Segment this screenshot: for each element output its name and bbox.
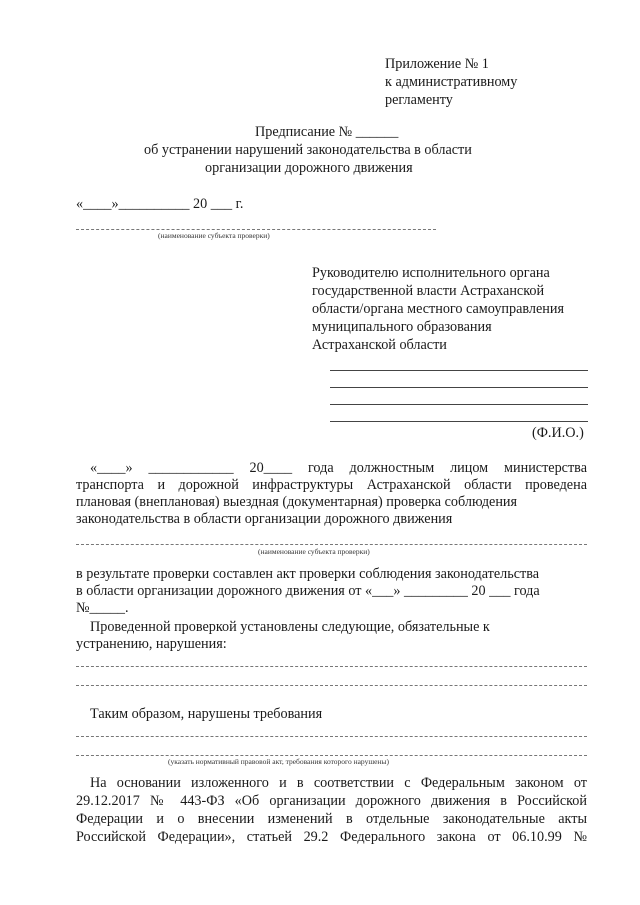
requirements-blank-2: [76, 755, 587, 756]
violations-blank-2: [76, 685, 587, 686]
addressee-line-3: области/органа местного самоуправления: [312, 301, 565, 317]
subject-caption-1: (наименование субъекта проверки): [158, 231, 270, 240]
violations-blank-1: [76, 666, 587, 667]
para5-line-1: На основании изложенного и в соответствии с Федеральным законом от: [90, 775, 587, 791]
para1-line-3: плановая (внеплановая) выездная (документарная) проверка соблюдения: [76, 494, 518, 510]
addressee-blank-4: [330, 421, 588, 422]
addressee-blank-2: [330, 387, 588, 388]
date-line: «____»__________ 20 ___ г.: [76, 196, 244, 212]
para5-line-4: Российской Федерации», статьей 29.2 Федерального закона от 06.10.99 №: [76, 829, 587, 845]
subject-blank-line-2: [76, 544, 587, 545]
para5-line-2: 29.12.2017 № 443-ФЗ «Об организации дорожного движения в Российской: [76, 793, 587, 809]
requirements-blank-1: [76, 736, 587, 737]
addressee-blank-3: [330, 404, 588, 405]
para2-line-1: в результате проверки составлен акт проверки соблюдения законодательства: [76, 566, 540, 582]
fio-caption: (Ф.И.О.): [532, 425, 584, 441]
para2-line-3: №_____.: [76, 600, 129, 616]
title-subject: об устранении нарушений законодательства в области: [144, 142, 472, 158]
para2-line-2: в области организации дорожного движения от «___» _________ 20 ___ года: [76, 583, 540, 599]
appendix-line-2: к административному: [385, 74, 518, 90]
subject-blank-line-1: [76, 229, 436, 230]
para5-line-3: Федерации и о внесении изменений в отдельные законодательные акты: [76, 811, 587, 827]
addressee-line-2: государственной власти Астраханской: [312, 283, 545, 299]
appendix-line-3: регламенту: [385, 92, 453, 108]
title-subject-cont: организации дорожного движения: [205, 160, 413, 176]
para3-line-2: устранению, нарушения:: [76, 636, 227, 652]
act-caption: (указать нормативный правовой акт, требования которого нарушены): [168, 757, 389, 766]
para1-line-4: законодательства в области организации дорожного движения: [76, 511, 453, 527]
appendix-line-1: Приложение № 1: [385, 56, 489, 72]
para3-line-1: Проведенной проверкой установлены следующие, обязательные к: [90, 619, 490, 635]
addressee-blank-1: [330, 370, 588, 371]
addressee-line-5: Астраханской области: [312, 337, 447, 353]
para1-line-2: транспорта и дорожной инфраструктуры Астраханской области проведена: [76, 477, 587, 493]
para4: Таким образом, нарушены требования: [90, 706, 323, 722]
para1-line-1: «____» ____________ 20____ года должностным лицом министерства: [90, 460, 587, 476]
title-prescription: Предписание № ______: [255, 124, 399, 140]
subject-caption-2: (наименование субъекта проверки): [258, 547, 370, 556]
addressee-line-4: муниципального образования: [312, 319, 492, 335]
addressee-line-1: Руководителю исполнительного органа: [312, 265, 550, 281]
